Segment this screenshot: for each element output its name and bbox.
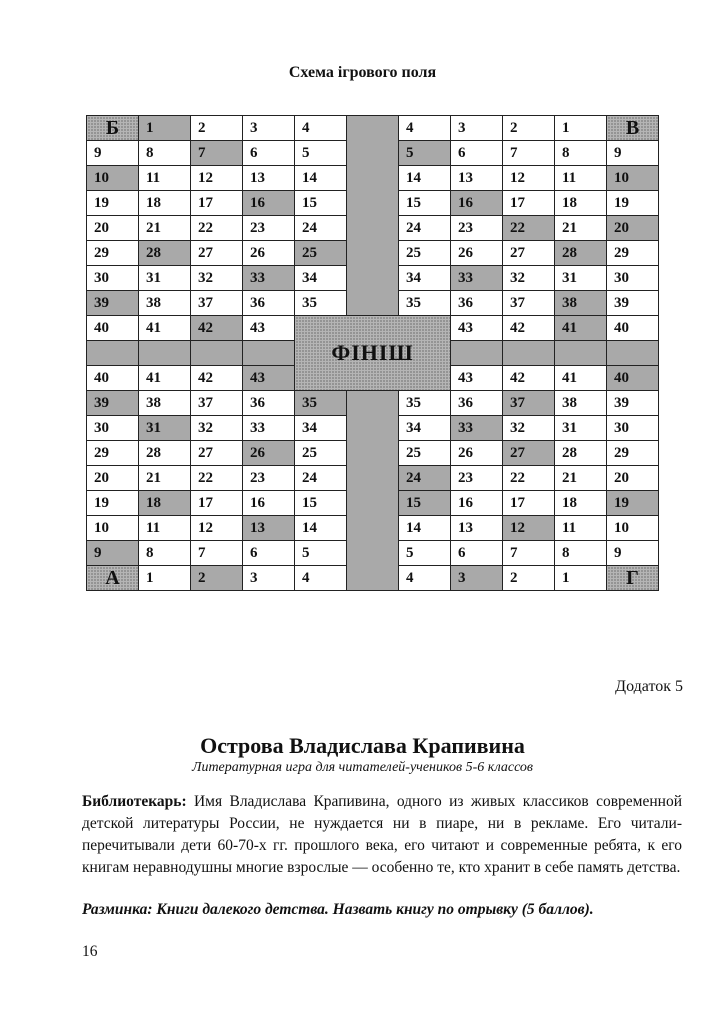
board-cell: 14 <box>399 516 451 541</box>
board-cell: 42 <box>503 316 555 341</box>
board-cell: 6 <box>243 541 295 566</box>
board-cell: 43 <box>243 366 295 391</box>
board-cell: 7 <box>191 541 243 566</box>
board-cell: 30 <box>607 416 659 441</box>
board-cell: 41 <box>139 366 191 391</box>
board-cell: 26 <box>243 241 295 266</box>
board-cell: 9 <box>607 141 659 166</box>
board-cell: 3 <box>243 566 295 591</box>
board-cell: 28 <box>555 241 607 266</box>
middle-path-cell <box>555 341 607 366</box>
board-cell: 19 <box>87 191 139 216</box>
board-cell: 37 <box>191 391 243 416</box>
board-cell: 23 <box>243 216 295 241</box>
board-cell: 35 <box>295 391 347 416</box>
game-board <box>86 115 659 591</box>
board-cell: 39 <box>607 391 659 416</box>
center-path-bottom <box>347 391 399 591</box>
board-cell: 25 <box>399 241 451 266</box>
board-cell: 23 <box>451 216 503 241</box>
board-cell: 22 <box>503 466 555 491</box>
board-cell: 27 <box>191 441 243 466</box>
board-cell: 17 <box>191 491 243 516</box>
librarian-paragraph <box>82 791 682 879</box>
board-cell: 2 <box>503 116 555 141</box>
middle-path-cell <box>607 341 659 366</box>
board-cell: 33 <box>451 416 503 441</box>
board-cell: 38 <box>555 391 607 416</box>
board-cell: 4 <box>295 116 347 141</box>
board-cell: 8 <box>139 541 191 566</box>
board-cell: 3 <box>451 116 503 141</box>
board-cell: 36 <box>451 391 503 416</box>
board-cell: 21 <box>139 216 191 241</box>
corner-label-a: А <box>87 566 139 591</box>
board-cell: 32 <box>191 416 243 441</box>
board-cell: 9 <box>87 141 139 166</box>
board-cell: 15 <box>399 191 451 216</box>
board-cell: 31 <box>555 416 607 441</box>
board-cell: 16 <box>451 191 503 216</box>
board-cell: 8 <box>555 141 607 166</box>
board-cell: 25 <box>295 441 347 466</box>
board-cell: 10 <box>607 516 659 541</box>
board-cell: 13 <box>243 166 295 191</box>
board-cell: 1 <box>139 566 191 591</box>
board-cell: 18 <box>555 191 607 216</box>
board-cell: 34 <box>399 416 451 441</box>
middle-path-cell <box>87 341 139 366</box>
middle-path-cell <box>451 341 503 366</box>
board-cell: 17 <box>503 191 555 216</box>
board-cell: 24 <box>399 216 451 241</box>
board-cell: 31 <box>139 266 191 291</box>
corner-label-v: В <box>607 116 659 141</box>
board-cell: 22 <box>191 216 243 241</box>
board-cell: 24 <box>399 466 451 491</box>
board-cell: 28 <box>139 441 191 466</box>
board-cell: 42 <box>191 366 243 391</box>
board-cell: 21 <box>555 466 607 491</box>
board-cell: 30 <box>87 266 139 291</box>
board-cell: 12 <box>191 516 243 541</box>
appendix-label: Додаток 5 <box>615 678 683 695</box>
board-cell: 12 <box>503 166 555 191</box>
board-cell: 9 <box>87 541 139 566</box>
board-cell: 29 <box>607 241 659 266</box>
board-cell: 1 <box>139 116 191 141</box>
board-cell: 26 <box>451 241 503 266</box>
board-cell: 5 <box>295 141 347 166</box>
board-cell: 16 <box>243 491 295 516</box>
board-cell: 28 <box>555 441 607 466</box>
board-cell: 14 <box>399 166 451 191</box>
board-cell: 36 <box>243 391 295 416</box>
board-cell: 31 <box>139 416 191 441</box>
board-cell: 34 <box>295 416 347 441</box>
board-cell: 36 <box>243 291 295 316</box>
board-cell: 29 <box>87 441 139 466</box>
board-cell: 18 <box>139 191 191 216</box>
board-cell: 24 <box>295 216 347 241</box>
board-cell: 17 <box>503 491 555 516</box>
board-cell: 27 <box>503 241 555 266</box>
board-cell: 7 <box>191 141 243 166</box>
board-cell: 35 <box>295 291 347 316</box>
board-cell: 33 <box>243 416 295 441</box>
board-cell: 19 <box>607 491 659 516</box>
board-cell: 11 <box>139 166 191 191</box>
board-cell: 22 <box>503 216 555 241</box>
board-cell: 29 <box>87 241 139 266</box>
board-cell: 1 <box>555 566 607 591</box>
board-cell: 21 <box>555 216 607 241</box>
finish-label: ФІНІШ <box>295 316 451 391</box>
board-cell: 15 <box>295 491 347 516</box>
board-cell: 13 <box>451 166 503 191</box>
board-cell: 40 <box>87 316 139 341</box>
board-cell: 27 <box>191 241 243 266</box>
board-cell: 41 <box>555 366 607 391</box>
board-cell: 20 <box>607 216 659 241</box>
board-cell: 3 <box>451 566 503 591</box>
board-cell: 39 <box>87 291 139 316</box>
board-cell: 15 <box>399 491 451 516</box>
board-cell: 40 <box>87 366 139 391</box>
board-cell: 43 <box>451 366 503 391</box>
board-cell: 32 <box>503 416 555 441</box>
board-cell: 5 <box>295 541 347 566</box>
board-cell: 32 <box>503 266 555 291</box>
board-cell: 30 <box>87 416 139 441</box>
board-cell: 37 <box>503 391 555 416</box>
board-cell: 19 <box>607 191 659 216</box>
board-cell: 8 <box>139 141 191 166</box>
board-cell: 30 <box>607 266 659 291</box>
board-cell: 13 <box>243 516 295 541</box>
board-cell: 5 <box>399 541 451 566</box>
board-cell: 18 <box>139 491 191 516</box>
article-title: Острова Владислава Крапивина <box>200 733 525 758</box>
page-number: 16 <box>82 943 98 960</box>
board-cell: 11 <box>555 516 607 541</box>
board-cell: 10 <box>87 516 139 541</box>
center-path-top <box>347 116 399 316</box>
article-subtitle: Литературная игра для читателей-учеников 5-6 классов <box>191 760 534 775</box>
board-cell: 35 <box>399 291 451 316</box>
board-cell: 7 <box>503 541 555 566</box>
middle-path-cell <box>191 341 243 366</box>
board-cell: 2 <box>191 116 243 141</box>
board-cell: 12 <box>503 516 555 541</box>
librarian-label: Библиотекарь: <box>82 793 187 810</box>
board-cell: 28 <box>139 241 191 266</box>
board-cell: 38 <box>555 291 607 316</box>
board-cell: 26 <box>243 441 295 466</box>
board-cell: 21 <box>139 466 191 491</box>
board-cell: 37 <box>191 291 243 316</box>
board-cell: 34 <box>399 266 451 291</box>
middle-path-cell <box>139 341 191 366</box>
board-cell: 7 <box>503 141 555 166</box>
scheme-title: Схема ігрового поля <box>288 64 437 81</box>
board-cell: 3 <box>243 116 295 141</box>
board-cell: 12 <box>191 166 243 191</box>
board-cell: 11 <box>555 166 607 191</box>
board-cell: 27 <box>503 441 555 466</box>
board-cell: 20 <box>87 216 139 241</box>
board-cell: 16 <box>243 191 295 216</box>
board-cell: 31 <box>555 266 607 291</box>
board-cell: 36 <box>451 291 503 316</box>
board-cell: 14 <box>295 516 347 541</box>
board-cell: 2 <box>503 566 555 591</box>
board-cell: 2 <box>191 566 243 591</box>
board-cell: 10 <box>87 166 139 191</box>
board-cell: 13 <box>451 516 503 541</box>
middle-path-cell <box>503 341 555 366</box>
board-cell: 5 <box>399 141 451 166</box>
middle-path-cell <box>243 341 295 366</box>
board-cell: 38 <box>139 291 191 316</box>
corner-label-b: Б <box>87 116 139 141</box>
board-cell: 4 <box>399 566 451 591</box>
board-cell: 8 <box>555 541 607 566</box>
board-cell: 26 <box>451 441 503 466</box>
corner-label-g: Г <box>607 566 659 591</box>
board-cell: 39 <box>607 291 659 316</box>
board-cell: 1 <box>555 116 607 141</box>
board-cell: 33 <box>243 266 295 291</box>
board-cell: 16 <box>451 491 503 516</box>
board-cell: 15 <box>295 191 347 216</box>
board-cell: 11 <box>139 516 191 541</box>
board-cell: 23 <box>243 466 295 491</box>
board-cell: 6 <box>451 541 503 566</box>
board-cell: 32 <box>191 266 243 291</box>
board-cell: 4 <box>295 566 347 591</box>
board-cell: 42 <box>191 316 243 341</box>
board-cell: 24 <box>295 466 347 491</box>
board-cell: 10 <box>607 166 659 191</box>
warmup-task: Разминка: Книги далекого детства. Назвать книгу по отрывку (5 баллов). <box>82 901 594 918</box>
board-cell: 25 <box>399 441 451 466</box>
board-cell: 43 <box>451 316 503 341</box>
board-cell: 23 <box>451 466 503 491</box>
board-cell: 18 <box>555 491 607 516</box>
board-cell: 22 <box>191 466 243 491</box>
board-cell: 41 <box>139 316 191 341</box>
board-cell: 37 <box>503 291 555 316</box>
board-cell: 6 <box>451 141 503 166</box>
board-cell: 6 <box>243 141 295 166</box>
board-cell: 40 <box>607 316 659 341</box>
board-cell: 33 <box>451 266 503 291</box>
board-cell: 39 <box>87 391 139 416</box>
board-cell: 42 <box>503 366 555 391</box>
board-cell: 19 <box>87 491 139 516</box>
board-cell: 9 <box>607 541 659 566</box>
board-cell: 43 <box>243 316 295 341</box>
board-cell: 20 <box>607 466 659 491</box>
board-cell: 41 <box>555 316 607 341</box>
board-cell: 35 <box>399 391 451 416</box>
board-cell: 14 <box>295 166 347 191</box>
board-cell: 4 <box>399 116 451 141</box>
librarian-text: Имя Владислава Крапивина, одного из живых классиков современной детской литературы России, не нуждается ни в пиаре, ни в рекламе. Его читали-перечитывали дети 60-70-х гг. прошлого века, его читают и современные ребята, к его книгам неравнодушны многие взрослые — особенно те, кто хранит в себе память детства. <box>82 793 682 876</box>
board-cell: 25 <box>295 241 347 266</box>
board-cell: 20 <box>87 466 139 491</box>
board-cell: 17 <box>191 191 243 216</box>
board-cell: 29 <box>607 441 659 466</box>
board-cell: 40 <box>607 366 659 391</box>
board-cell: 34 <box>295 266 347 291</box>
board-cell: 38 <box>139 391 191 416</box>
